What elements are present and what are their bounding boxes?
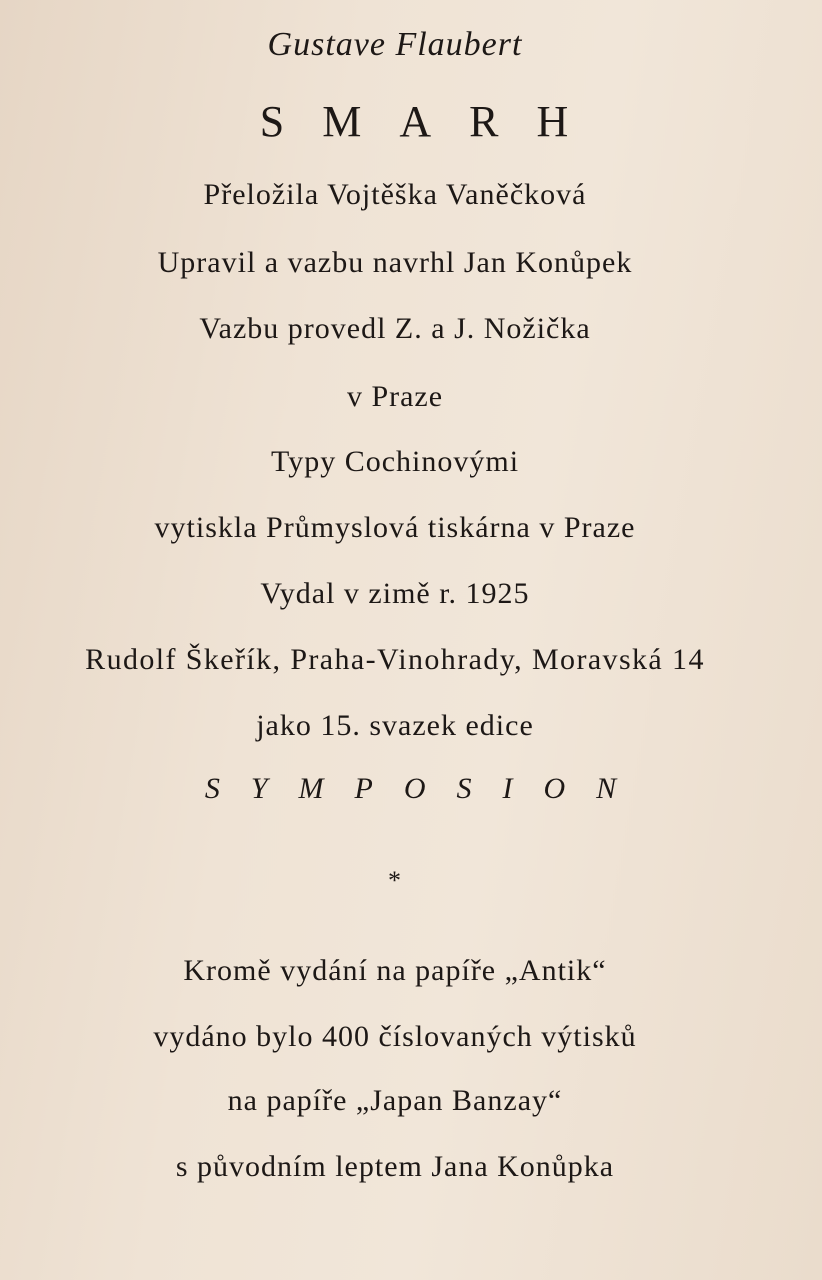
binder-place-line: v Praze [346, 380, 444, 413]
author-name: Gustave Flaubert [267, 26, 523, 63]
designer-line: Upravil a vazbu navrhl Jan Konůpek [157, 246, 633, 279]
edition-note-line-1: Kromě vydání na papíře „Antik“ [183, 954, 607, 987]
publisher-line: Rudolf Škeřík, Praha-Vinohrady, Moravská 14 [85, 643, 705, 676]
edition-note-line-2: vydáno bylo 400 číslovaných výtisků [153, 1020, 637, 1053]
printer-line: vytiskla Průmyslová tiskárna v Praze [154, 511, 636, 544]
edition-note-line-3: na papíře „Japan Banzay“ [227, 1084, 563, 1117]
publication-date-line: Vydal v zimě r. 1925 [260, 577, 530, 610]
series-name: SYMPOSION [204, 772, 648, 805]
volume-line: jako 15. svazek edice [256, 709, 534, 742]
ornament-asterisk: * [388, 866, 402, 895]
binder-line: Vazbu provedl Z. a J. Nožička [199, 312, 591, 345]
book-title: SMARH [259, 97, 607, 146]
edition-note-line-4: s původním leptem Jana Konůpka [175, 1150, 615, 1183]
translator-line: Přeložila Vojtěška Vaněčková [203, 178, 587, 211]
typeface-line: Typy Cochinovými [270, 445, 520, 478]
